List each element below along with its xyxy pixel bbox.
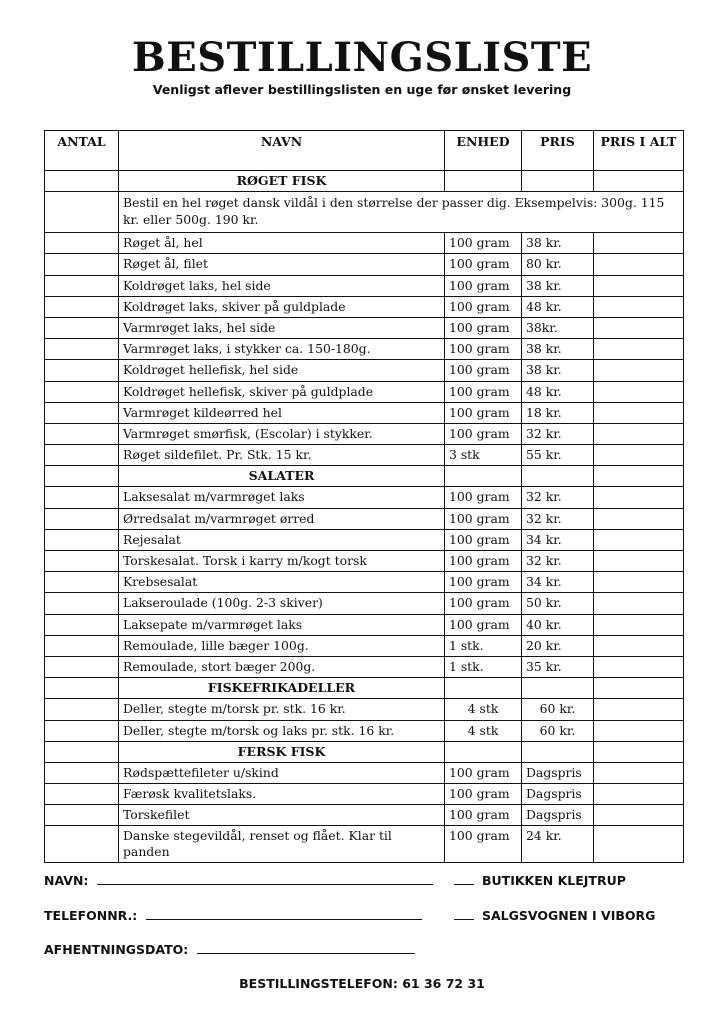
item-unit: 100 gram [445,572,522,593]
item-price: 38 kr. [522,275,594,296]
item-price: 20 kr. [522,635,594,656]
item-price: 48 kr. [522,381,594,402]
section-heading: FISKEFRIKADELLER [119,678,445,699]
table-row [45,635,684,656]
antal-cell[interactable] [45,296,119,317]
item-name: Rødspættefileter u/skind [119,762,445,783]
item-price: Dagspris [522,784,594,805]
enhed-cell [445,466,522,487]
item-unit: 100 gram [445,423,522,444]
item-name: Røget ål, hel [119,233,445,254]
table-row [45,296,684,317]
item-price: 24 kr. [522,826,594,863]
item-unit: 100 gram [445,805,522,826]
antal-cell[interactable] [45,381,119,402]
antal-cell[interactable] [45,466,119,487]
pickup-date-input-line[interactable] [197,941,415,954]
item-name: Varmrøget laks, hel side [119,317,445,338]
table-row [45,826,684,863]
section-row [45,171,684,192]
antal-cell[interactable] [45,805,119,826]
antal-cell[interactable] [45,339,119,360]
pris-i-alt-cell[interactable] [594,529,684,550]
item-name: Remoulade, stort bæger 200g. [119,656,445,677]
option-salgsvognen[interactable] [454,907,655,923]
section-row [45,466,684,487]
antal-cell[interactable] [45,551,119,572]
pris-i-alt-cell[interactable] [594,826,684,863]
item-name: Ørredsalat m/varmrøget ørred [119,508,445,529]
antal-cell[interactable] [45,192,119,233]
page-subtitle: Venligst aflever bestillingslisten en uge før ønsket levering [152,82,572,97]
pris-i-alt-cell[interactable] [594,423,684,444]
pris-i-alt-cell[interactable] [594,360,684,381]
table-header-row [45,131,684,171]
antal-cell[interactable] [45,529,119,550]
item-price: 34 kr. [522,529,594,550]
antal-cell[interactable] [45,423,119,444]
pris-i-alt-cell[interactable] [594,614,684,635]
item-unit: 100 gram [445,784,522,805]
item-name: Røget sildefilet. Pr. Stk. 15 kr. [119,445,445,466]
item-name: Færøsk kvalitetslaks. [119,784,445,805]
item-price: Dagspris [522,762,594,783]
antal-cell[interactable] [45,656,119,677]
table-row [45,381,684,402]
section-row [45,678,684,699]
item-unit: 4 stk [445,720,522,741]
item-unit: 100 gram [445,614,522,635]
enhed-cell [445,678,522,699]
item-unit: 100 gram [445,360,522,381]
item-unit: 100 gram [445,402,522,423]
item-unit: 3 stk [445,445,522,466]
table-row [45,233,684,254]
antal-cell[interactable] [45,317,119,338]
phone-input-line[interactable] [146,907,422,920]
pris-i-alt-cell[interactable] [594,635,684,656]
item-price: 32 kr. [522,508,594,529]
item-name: Krebsesalat [119,572,445,593]
item-price: 60 kr. [522,699,594,720]
table-row [45,572,684,593]
table-row [45,699,684,720]
antal-cell[interactable] [45,572,119,593]
pickup-date-label: AFHENTNINGSDATO: [44,942,189,957]
item-price: 34 kr. [522,572,594,593]
antal-cell[interactable] [45,593,119,614]
option-butikken-label: BUTIKKEN KLEJTRUP [482,873,626,888]
pris-i-alt-cell[interactable] [594,805,684,826]
pris-i-alt-cell[interactable] [594,593,684,614]
table-row [45,317,684,338]
item-name: Danske stegevildål, renset og flået. Klar til panden [119,826,445,863]
item-name: Røget ål, filet [119,254,445,275]
order-table [44,130,684,863]
pris-i-alt-cell[interactable] [594,296,684,317]
antal-cell[interactable] [45,508,119,529]
pris-cell [522,466,594,487]
antal-cell[interactable] [45,275,119,296]
section-heading: RØGET FISK [119,171,445,192]
item-name: Varmrøget laks, i stykker ca. 150-180g. [119,339,445,360]
order-phone: BESTILLINGSTELEFON: 61 36 72 31 [239,976,485,991]
pris-i-alt-cell[interactable] [594,741,684,762]
item-unit: 100 gram [445,296,522,317]
pris-i-alt-cell[interactable] [594,762,684,783]
item-price: 80 kr. [522,254,594,275]
header-pris-i-alt: PRIS I ALT [594,131,684,171]
header-navn: NAVN [119,131,445,171]
item-name: Remoulade, lille bæger 100g. [119,635,445,656]
phone-label: TELEFONNR.: [44,908,138,923]
name-input-line[interactable] [97,872,433,885]
pris-i-alt-cell[interactable] [594,233,684,254]
table-row [45,720,684,741]
pris-cell [522,741,594,762]
item-name: Lakseroulade (100g. 2-3 skiver) [119,593,445,614]
item-unit: 100 gram [445,508,522,529]
item-price: 32 kr. [522,551,594,572]
pris-i-alt-cell[interactable] [594,254,684,275]
item-unit: 100 gram [445,551,522,572]
header-enhed: ENHED [445,131,522,171]
item-price: 38 kr. [522,233,594,254]
table-row [45,445,684,466]
item-name: Koldrøget laks, hel side [119,275,445,296]
item-name: Varmrøget smørfisk, (Escolar) i stykker. [119,423,445,444]
pris-i-alt-cell[interactable] [594,402,684,423]
item-price: 48 kr. [522,296,594,317]
item-unit: 100 gram [445,381,522,402]
name-field-row [44,872,433,888]
pickup-date-row [44,941,415,957]
item-name: Torskesalat. Torsk i karry m/kogt torsk [119,551,445,572]
header-antal: ANTAL [45,131,119,171]
item-name: Deller, stegte m/torsk pr. stk. 16 kr. [119,699,445,720]
antal-cell[interactable] [45,678,119,699]
antal-cell[interactable] [45,233,119,254]
table-row [45,529,684,550]
option-butikken-checkline[interactable] [454,872,474,885]
item-name: Laksesalat m/varmrøget laks [119,487,445,508]
item-unit: 100 gram [445,339,522,360]
item-name: Varmrøget kildeørred hel [119,402,445,423]
item-unit: 100 gram [445,529,522,550]
pris-i-alt-cell[interactable] [594,678,684,699]
pris-cell [522,171,594,192]
item-price: 50 kr. [522,593,594,614]
section-heading: FERSK FISK [119,741,445,762]
enhed-cell [445,171,522,192]
pris-i-alt-cell[interactable] [594,339,684,360]
table-row [45,762,684,783]
item-price: 32 kr. [522,423,594,444]
pris-i-alt-cell[interactable] [594,699,684,720]
item-price: Dagspris [522,805,594,826]
section-heading: SALATER [119,466,445,487]
item-name: Koldrøget hellefisk, hel side [119,360,445,381]
item-unit: 100 gram [445,233,522,254]
note-row [45,192,684,233]
pris-i-alt-cell[interactable] [594,275,684,296]
item-unit: 100 gram [445,254,522,275]
item-unit: 100 gram [445,762,522,783]
item-name: Laksepate m/varmrøget laks [119,614,445,635]
item-price: 38kr. [522,317,594,338]
item-price: 38 kr. [522,339,594,360]
pris-i-alt-cell[interactable] [594,720,684,741]
option-butikken[interactable] [454,872,626,888]
antal-cell[interactable] [45,784,119,805]
item-name: Koldrøget hellefisk, skiver på guldplade [119,381,445,402]
item-name: Koldrøget laks, skiver på guldplade [119,296,445,317]
pris-i-alt-cell[interactable] [594,171,684,192]
phone-field-row [44,907,422,923]
table-row [45,402,684,423]
item-unit: 100 gram [445,317,522,338]
table-row [45,339,684,360]
item-unit: 1 stk. [445,635,522,656]
pris-i-alt-cell[interactable] [594,466,684,487]
item-price: 55 kr. [522,445,594,466]
pris-i-alt-cell[interactable] [594,656,684,677]
table-row [45,254,684,275]
antal-cell[interactable] [45,699,119,720]
item-name: Deller, stegte m/torsk og laks pr. stk. 16 kr. [119,720,445,741]
enhed-cell [445,741,522,762]
header-pris: PRIS [522,131,594,171]
table-row [45,805,684,826]
table-row [45,551,684,572]
pris-i-alt-cell[interactable] [594,784,684,805]
antal-cell[interactable] [45,445,119,466]
antal-cell[interactable] [45,254,119,275]
item-price: 35 kr. [522,656,594,677]
option-salgsvognen-checkline[interactable] [454,907,474,920]
antal-cell[interactable] [45,614,119,635]
table-row [45,614,684,635]
pris-i-alt-cell[interactable] [594,508,684,529]
item-price: 38 kr. [522,360,594,381]
antal-cell[interactable] [45,360,119,381]
antal-cell[interactable] [45,720,119,741]
pris-i-alt-cell[interactable] [594,487,684,508]
item-unit: 100 gram [445,593,522,614]
item-unit: 100 gram [445,275,522,296]
antal-cell[interactable] [45,487,119,508]
pris-cell [522,678,594,699]
item-price: 60 kr. [522,720,594,741]
item-price: 18 kr. [522,402,594,423]
table-row [45,487,684,508]
item-unit: 100 gram [445,487,522,508]
item-price: 40 kr. [522,614,594,635]
page-title: BESTILLINGSLISTE [131,34,593,81]
pris-i-alt-cell[interactable] [594,317,684,338]
antal-cell[interactable] [45,635,119,656]
item-name: Torskefilet [119,805,445,826]
item-name: Rejesalat [119,529,445,550]
table-row [45,656,684,677]
table-row [45,360,684,381]
table-row [45,508,684,529]
vildaal-note: Bestil en hel røget dansk vildål i den størrelse der passer dig. Eksempelvis: 300g. 115 kr. eller 500g. 190 kr. [119,192,684,233]
table-row [45,423,684,444]
section-row [45,741,684,762]
item-price: 32 kr. [522,487,594,508]
name-label: NAVN: [44,873,89,888]
pris-i-alt-cell[interactable] [594,445,684,466]
antal-cell[interactable] [45,762,119,783]
antal-cell[interactable] [45,402,119,423]
item-unit: 1 stk. [445,656,522,677]
pris-i-alt-cell[interactable] [594,551,684,572]
table-row [45,275,684,296]
pris-i-alt-cell[interactable] [594,572,684,593]
option-salgsvognen-label: SALGSVOGNEN I VIBORG [482,908,656,923]
item-unit: 4 stk [445,699,522,720]
antal-cell[interactable] [45,826,119,863]
antal-cell[interactable] [45,171,119,192]
antal-cell[interactable] [45,741,119,762]
table-row [45,784,684,805]
pris-i-alt-cell[interactable] [594,381,684,402]
table-row [45,593,684,614]
item-unit: 100 gram [445,826,522,863]
